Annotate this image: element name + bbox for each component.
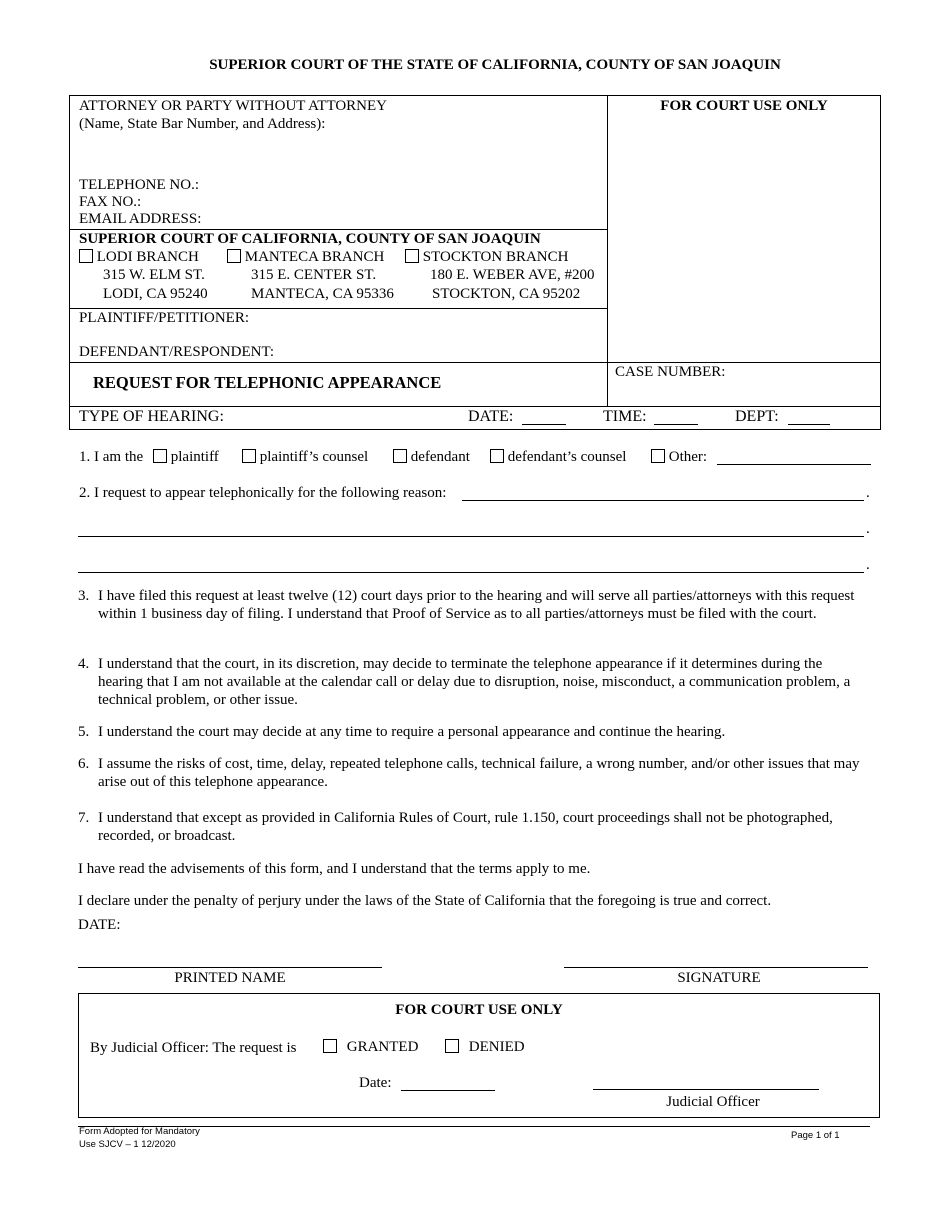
reason-line-3[interactable] [78, 572, 864, 573]
branch-name: LODI BRANCH [96, 249, 199, 265]
other-checkbox[interactable] [651, 449, 665, 463]
item-6 [78, 755, 868, 791]
judicial-officer-line[interactable] [593, 1089, 819, 1090]
line-period: . [866, 557, 870, 573]
court-date-line[interactable] [401, 1090, 495, 1091]
divider [607, 95, 608, 406]
request-label: By Judicial Officer: The request is [90, 1040, 297, 1056]
item-text: I understand that the court, in its discretion, may decide to terminate the telephone appearance if it determines during the hearing that I am not available at the calendar call or delay due to disruption, noise, misconduct, a communication problem, a technical problem, or other issue. [98, 656, 851, 708]
plaintiff-label: PLAINTIFF/PETITIONER: [79, 310, 249, 326]
item-3 [78, 587, 868, 623]
hearing-dept-line [788, 424, 830, 425]
footer-form-line2: Use SJCV – 1 12/2020 [79, 1139, 176, 1150]
email-label: EMAIL ADDRESS: [79, 211, 202, 227]
item-number: 3. [78, 588, 90, 604]
item2-label: 2. I request to appear telephonically for the following reason: [79, 485, 447, 501]
option-label: defendant’s counsel [507, 449, 627, 465]
denied-label: DENIED [468, 1039, 525, 1055]
option-label: plaintiff [170, 449, 219, 465]
signature-line[interactable] [564, 967, 868, 968]
item-number: 6. [78, 756, 90, 772]
item-7 [78, 809, 868, 845]
page-header-title: SUPERIOR COURT OF THE STATE OF CALIFORNIA, COUNTY OF SAN JOAQUIN [209, 57, 781, 73]
divider [69, 362, 881, 363]
manteca-branch-checkbox[interactable] [227, 249, 241, 263]
footer-form-line1: Form Adopted for Mandatory [79, 1126, 200, 1137]
option-label: Other: [668, 449, 708, 465]
option-defendant[interactable] [393, 448, 470, 466]
option-label: defendant [410, 449, 470, 465]
item-4 [78, 655, 868, 709]
declaration-text: I declare under the penalty of perjury under the laws of the State of California that the foregoing is true and correct. [78, 893, 772, 909]
reason-line-2[interactable] [78, 536, 864, 537]
declaration-date-label: DATE: [78, 917, 121, 933]
item-text: I understand that except as provided in California Rules of Court, rule 1.150, court proceedings shall not be photographed, recorded, or broadcast. [98, 810, 833, 844]
option-label: plaintiff’s counsel [259, 449, 369, 465]
hearing-dept-label: DEPT: [735, 408, 779, 425]
stockton-branch-checkbox[interactable] [405, 249, 419, 263]
item-5 [78, 723, 868, 741]
branch-city: STOCKTON, CA 95202 [432, 286, 581, 302]
hearing-date-line [522, 424, 566, 425]
item-text: I assume the risks of cost, time, delay, repeated telephone calls, technical failure, a wrong number, and/or other issues that may arise out of this telephone appearance. [98, 756, 860, 790]
option-plaintiffs-counsel[interactable] [242, 448, 368, 466]
line-period: . [866, 521, 870, 537]
type-of-hearing-label: TYPE OF HEARING: [79, 408, 224, 425]
branch-lodi[interactable] [79, 248, 199, 266]
item-number: 7. [78, 810, 90, 826]
defendants-counsel-checkbox[interactable] [490, 449, 504, 463]
option-other[interactable] [651, 448, 707, 466]
telephone-label: TELEPHONE NO.: [79, 177, 199, 193]
branch-city: MANTECA, CA 95336 [251, 286, 394, 302]
case-number-label: CASE NUMBER: [615, 364, 726, 380]
fax-label: FAX NO.: [79, 194, 142, 210]
court-date-label: Date: [359, 1075, 392, 1091]
branch-manteca[interactable] [227, 248, 384, 266]
judicial-officer-label: Judicial Officer [666, 1094, 760, 1110]
footer-page-number: Page 1 of 1 [791, 1130, 840, 1141]
hearing-time-line [654, 424, 698, 425]
granted-option[interactable] [323, 1038, 418, 1056]
printed-name-line[interactable] [78, 967, 382, 968]
branch-street: 315 E. CENTER ST. [251, 267, 377, 283]
branch-street: 315 W. ELM ST. [103, 267, 205, 283]
court-block-title: SUPERIOR COURT OF CALIFORNIA, COUNTY OF SAN JOAQUIN [79, 231, 541, 247]
granted-checkbox[interactable] [323, 1039, 337, 1053]
hearing-time-label: TIME: [603, 408, 647, 425]
defendant-checkbox[interactable] [393, 449, 407, 463]
lodi-branch-checkbox[interactable] [79, 249, 93, 263]
plaintiffs-counsel-checkbox[interactable] [242, 449, 256, 463]
line-period: . [866, 485, 870, 501]
branch-street: 180 E. WEBER AVE, #200 [430, 267, 595, 283]
attorney-label: ATTORNEY OR PARTY WITHOUT ATTORNEY [79, 98, 388, 114]
branch-name: STOCKTON BRANCH [422, 249, 569, 265]
branch-name: MANTECA BRANCH [244, 249, 385, 265]
denied-option[interactable] [445, 1038, 525, 1056]
branch-stockton[interactable] [405, 248, 568, 266]
form-title: REQUEST FOR TELEPHONIC APPEARANCE [93, 373, 442, 392]
divider [69, 406, 881, 407]
option-plaintiff[interactable] [153, 448, 219, 466]
reason-line-1[interactable] [462, 500, 864, 501]
court-use-box-title: FOR COURT USE ONLY [395, 1002, 563, 1018]
court-use-only-label: FOR COURT USE ONLY [660, 98, 828, 114]
printed-name-label: PRINTED NAME [174, 970, 286, 986]
plaintiff-checkbox[interactable] [153, 449, 167, 463]
denied-checkbox[interactable] [445, 1039, 459, 1053]
item-number: 4. [78, 656, 90, 672]
defendant-label: DEFENDANT/RESPONDENT: [79, 344, 275, 360]
item1-prefix: 1. I am the [79, 449, 144, 465]
attorney-sublabel: (Name, State Bar Number, and Address): [79, 116, 326, 132]
option-defendants-counsel[interactable] [490, 448, 626, 466]
other-input-line[interactable] [717, 464, 871, 465]
item-number: 5. [78, 724, 90, 740]
signature-label: SIGNATURE [677, 970, 761, 986]
item-text: I have filed this request at least twelve (12) court days prior to the hearing and will serve all parties/attorneys with this request within 1 business day of filing. I understand that Proof of Service as to all parties/attorneys must be filed with the court. [98, 588, 855, 622]
branch-city: LODI, CA 95240 [103, 286, 208, 302]
item-text: I understand the court may decide at any time to require a personal appearance and continue the hearing. [98, 724, 726, 740]
advisement-text: I have read the advisements of this form, and I understand that the terms apply to me. [78, 861, 591, 877]
hearing-date-label: DATE: [468, 408, 514, 425]
granted-label: GRANTED [346, 1039, 419, 1055]
